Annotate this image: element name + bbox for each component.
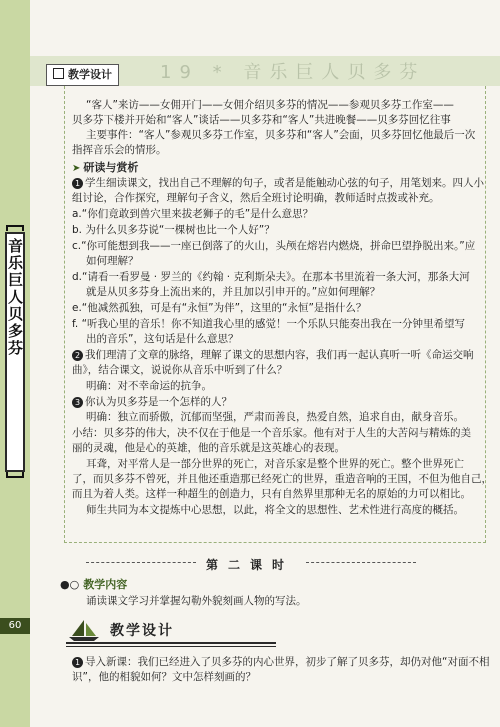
text-line: 而且为着人类。这样一种超生的创造力，只有自然界里那种无名的原始的力可以相比。	[72, 488, 471, 500]
text-line: a.“你们竟敢到兽穴里来拔老狮子的毛”是什么意思？	[72, 208, 314, 220]
text-span: 我们理清了文章的脉络，理解了课文的思想内容，我们再一起认真听一听《命运交响	[85, 349, 474, 361]
text-line: 诵读课文学习并掌握勾勒外貌刻画人物的写法。	[86, 595, 307, 607]
faded-title: 19 * 音乐巨人贝多芬	[160, 62, 426, 83]
arrow-icon: ➤	[72, 163, 81, 174]
text-line: 曲》，结合课文，说说你从音乐中听到了什么？	[72, 364, 288, 376]
text-span: 学生细读课文，找出自己不理解的句子，或者是能触动心弦的句子，用笔划来。四人小	[85, 177, 484, 189]
text-line: f. “听我心里的音乐！你不知道我心里的感觉！一个乐队只能奏出我在一分钟里希望写	[72, 318, 466, 330]
text-line: 丽的灵魂，他是心的英雄，他的音乐就是这英雄心的表现。	[72, 442, 345, 454]
number-badge-1-icon: 1	[72, 178, 83, 189]
divider	[306, 562, 416, 563]
text-line: 识”，他的相貌如何？文中怎样刻画的？	[72, 671, 256, 683]
text-line	[72, 176, 484, 191]
text-line: 主要事件：“客人”参观贝多芬工作室，贝多芬和“客人”会面，贝多芬回忆他最后一次	[86, 129, 476, 141]
side-bracket-bottom	[6, 472, 24, 478]
subheading-text: 研读与赏析	[83, 161, 139, 174]
subheading	[72, 160, 138, 176]
text-line: 小结：贝多芬的伟大，决不仅在于他是一个音乐家。他有对于人生的大苦闷与精炼的美	[72, 427, 471, 439]
text-span: 你认为贝多芬是一个怎样的人？	[85, 396, 232, 408]
section-label	[46, 64, 119, 86]
text-line: 指挥音乐会的情形。	[72, 144, 167, 156]
text-line: d.“请看一看罗曼 · 罗兰的《约翰 · 克利斯朵夫》。在那本书里流着一条大河，那条大河	[72, 271, 470, 283]
divider	[66, 642, 276, 644]
text-line: “客人”来访——女佣开门——女佣介绍贝多芬的情况——参观贝多芬工作室——	[86, 99, 454, 111]
content-heading-text: 教学内容	[83, 578, 128, 591]
text-line	[72, 395, 232, 410]
text-line: e.“他减然孤独，可是有“永恒”为伴”，这里的“永恒”是指什么？	[72, 302, 367, 314]
divider	[66, 646, 276, 647]
number-badge-2-icon: 2	[72, 350, 83, 361]
page-number: 60	[0, 618, 30, 634]
text-line: 出的音乐”，这句话是什么意思？	[86, 333, 239, 345]
side-title-box	[5, 232, 25, 472]
text-line: 贝多芬下楼并开始和“客人”谈话——贝多芬和“客人”共进晚餐——贝多芬回忆往事	[72, 114, 451, 126]
text-line: 组讨论，合作探究，理解句子含义，然后全班讨论明确，教师适时点拨或补充。	[72, 192, 440, 204]
text-line: 如何理解？	[86, 255, 139, 267]
section-label-text: 教学设计	[68, 68, 112, 81]
text-line: c.“你可能想到我——一座已倒落了的火山，头颅在熔岩内燃烧，拼命巴望挣脱出来。”应	[72, 240, 476, 252]
text-line: b. 为什么贝多芬说“一棵树也比一个人好”？	[72, 224, 275, 236]
text-line: 了，而贝多芬不曾死，并且他还重造那已经死亡的世界，重造音响的王国，不但为他自己，	[72, 473, 492, 485]
text-line	[72, 348, 474, 363]
content-heading	[60, 576, 127, 592]
text-line: 明确：独立而骄傲，沉郁而坚强，严肃而善良，热爱自然，追求自由，献身音乐。	[86, 411, 464, 423]
text-span: 导入新课：我们已经进入了贝多芬的内心世界，初步了解了贝多芬，却仍对他“对面不相	[85, 656, 490, 668]
text-line: 师生共同为本文提炼中心思想，以此，将全文的思想性、艺术性进行高度的概括。	[86, 504, 464, 516]
lesson-title: 第二课时	[205, 558, 294, 572]
number-badge-3-icon: 3	[72, 397, 83, 408]
text-line: 耳聋，对平常人是一部分世界的死亡，对音乐家是整个世界的死亡。整个世界死亡	[86, 458, 464, 470]
sailboat-icon	[66, 618, 102, 642]
text-line: 明确：对不幸命运的抗争。	[86, 380, 212, 392]
side-bracket-top	[6, 225, 24, 231]
dots-icon: ●○	[60, 578, 80, 591]
checkbox-icon	[53, 68, 64, 79]
side-title: 音乐巨人贝多芬	[6, 238, 24, 357]
number-badge-1-icon: 1	[72, 657, 83, 668]
text-line: 就是从贝多芬身上流出来的，并且加以引申开的。”应如何理解？	[86, 286, 381, 298]
text-line	[72, 655, 489, 670]
section-heading: 教学设计	[110, 623, 174, 639]
